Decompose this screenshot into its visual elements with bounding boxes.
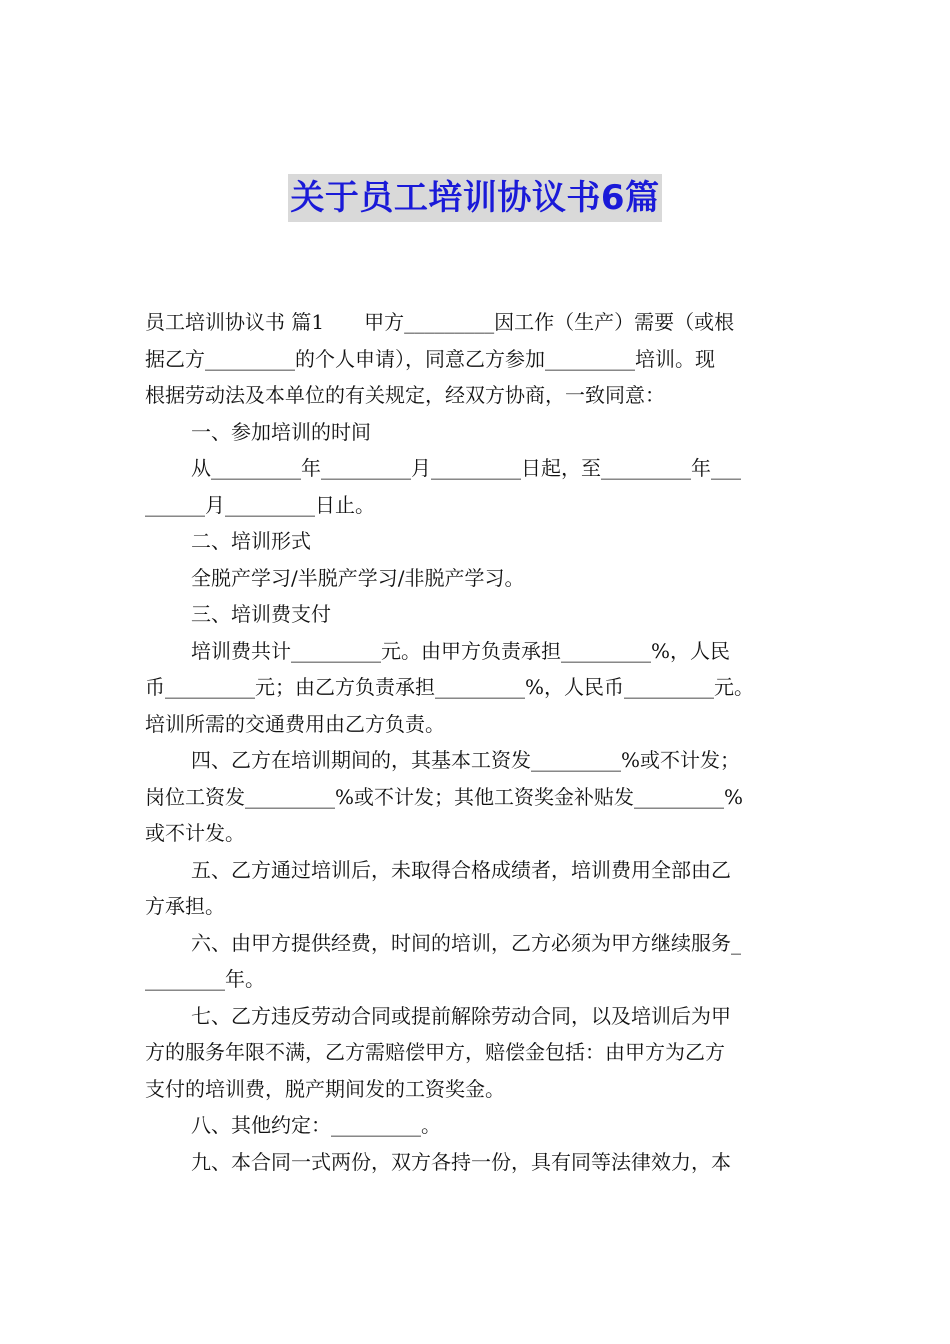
text-line: 二、培训形式 bbox=[191, 529, 311, 553]
text-line: 币_________元；由乙方负责承担_________%，人民币_________元。 bbox=[145, 675, 755, 699]
text-line: 六、由甲方提供经费，时间的培训，乙方必须为甲方继续服务_ bbox=[191, 930, 741, 955]
text-line: 方的服务年限不满，乙方需赔偿甲方，赔偿金包括：由甲方为乙方 bbox=[145, 1040, 725, 1064]
text-line: 七、乙方违反劳动合同或提前解除劳动合同，以及培训后为甲 bbox=[191, 1003, 731, 1028]
text-line: 岗位工资发_________%或不计发；其他工资奖金补贴发_________% bbox=[145, 784, 744, 809]
document-body bbox=[145, 304, 817, 1180]
text-line: 或不计发。 bbox=[145, 821, 245, 845]
text-line: 培训所需的交通费用由乙方负责。 bbox=[145, 711, 445, 736]
text-line: ________年。 bbox=[145, 967, 265, 991]
text-line: 全脱产学习/半脱产学习/非脱产学习。 bbox=[191, 565, 525, 590]
text-line: 八、其他约定：_________。 bbox=[191, 1113, 441, 1137]
text-line: 从_________年_________月_________日起，至_________年___ bbox=[191, 456, 741, 480]
text-line: 三、培训费支付 bbox=[191, 602, 331, 626]
text-line: 四、乙方在培训期间的，其基本工资发_________%或不计发； bbox=[191, 748, 741, 772]
text-line: 五、乙方通过培训后，未取得合格成绩者，培训费用全部由乙 bbox=[191, 857, 731, 882]
text-line: 方承担。 bbox=[145, 894, 225, 918]
document-title: 关于员工培训协议书6篇 bbox=[288, 174, 661, 222]
text-line: 九、本合同一式两份，双方各持一份，具有同等法律效力，本 bbox=[191, 1149, 731, 1174]
text-line: ______月_________日止。 bbox=[145, 492, 375, 517]
text-line: 根据劳动法及本单位的有关规定，经双方协商，一致同意： bbox=[145, 383, 665, 407]
text-line: 员工培训协议书 篇1 甲方_________因工作（生产）需要（或根 bbox=[145, 310, 735, 334]
title-container bbox=[0, 174, 950, 222]
text-line: 培训费共计_________元。由甲方负责承担_________%，人民 bbox=[191, 638, 731, 663]
text-line: 支付的培训费，脱产期间发的工资奖金。 bbox=[145, 1076, 505, 1101]
text-line: 据乙方_________的个人申请），同意乙方参加_________培训。现 bbox=[145, 346, 715, 371]
text-line: 一、参加培训的时间 bbox=[191, 419, 371, 444]
